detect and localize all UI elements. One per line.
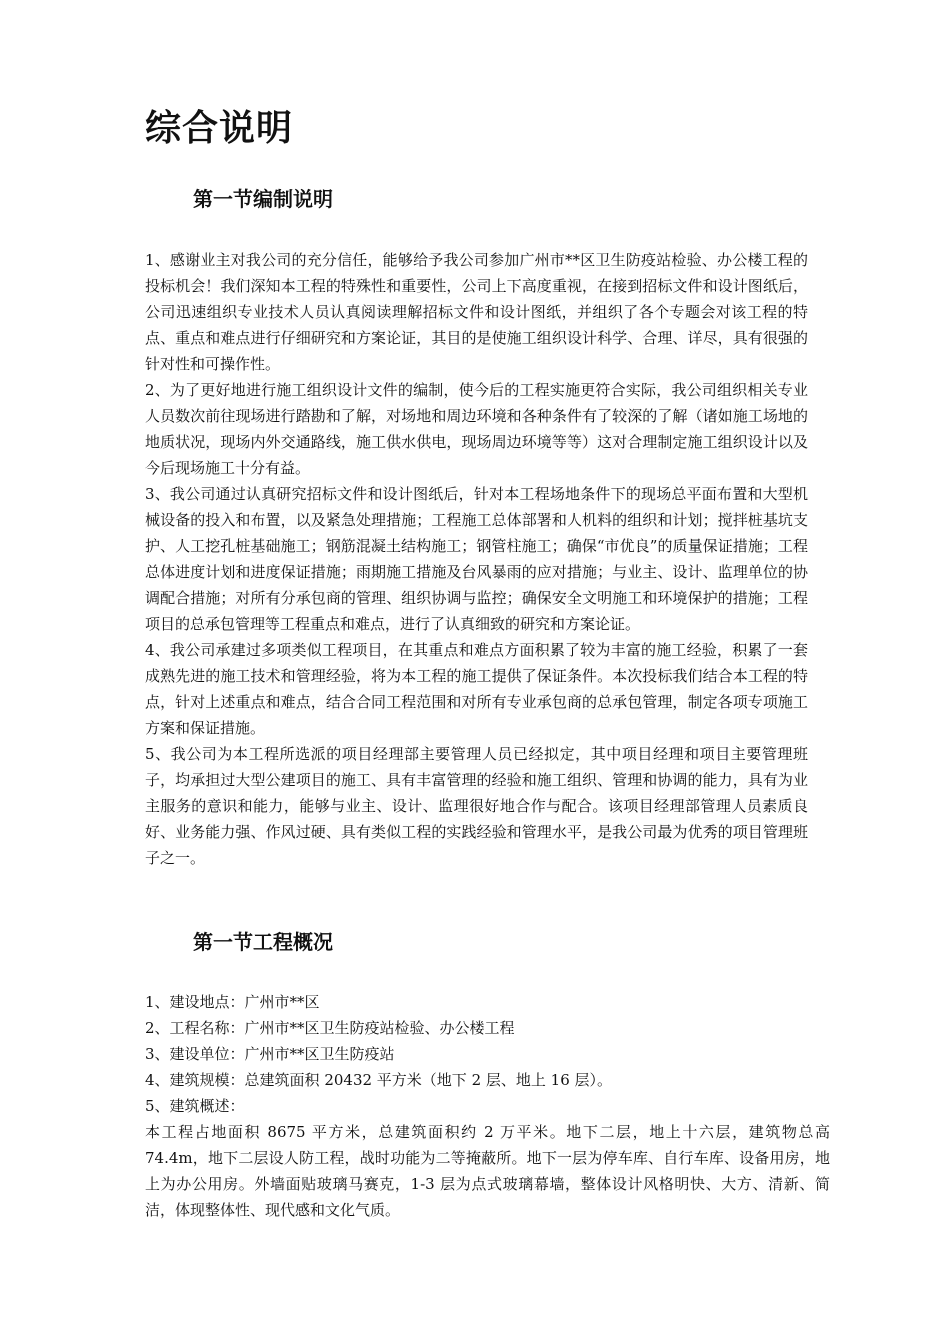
info-item-overview-label: 5、建筑概述： (145, 1097, 245, 1115)
info-item-project-name: 2、工程名称：广州市**区卫生防疫站检验、办公楼工程 (145, 1019, 515, 1037)
project-overview-body (145, 989, 830, 1223)
info-item-scale: 4、建筑规模：总建筑面积 20432 平方米（地下 2 层、地上 16 层）。 (145, 1071, 613, 1089)
compilation-notes-body (145, 247, 808, 871)
paragraph-1: 1、感谢业主对我公司的充分信任，能够给予我公司参加广州市**区卫生防疫站检验、办公楼工程的投标机会！我们深知本工程的特殊性和重要性，公司上下高度重视，在接到招标文件和设计图纸后，公司迅速组织专业技术人员认真阅读理解招标文件和设计图纸，并组织了各个专题会对该工程的特点、重点和难点进行仔细研究和方案论证，其目的是使施工组织设计科学、合理、详尽，具有很强的针对性和可操作性。 (145, 251, 808, 373)
section-heading-compilation-notes: 第一节编制说明 (193, 187, 333, 211)
paragraph-4: 4、我公司承建过多项类似工程项目，在其重点和难点方面积累了较为丰富的施工经验，积累了一套成熟先进的施工技术和管理经验，将为本工程的施工提供了保证条件。本次投标我们结合本工程的特点，针对上述重点和难点，结合合同工程范围和对所有专业承包商的总承包管理，制定各项专项施工方案和保证措施。 (145, 641, 808, 737)
document-title: 综合说明 (145, 107, 294, 149)
info-item-client: 3、建设单位：广州市**区卫生防疫站 (145, 1045, 395, 1063)
info-item-location: 1、建设地点：广州市**区 (145, 993, 320, 1011)
paragraph-3: 3、我公司通过认真研究招标文件和设计图纸后，针对本工程场地条件下的现场总平面布置和大型机械设备的投入和布置，以及紧急处理措施；工程施工总体部署和人机料的组织和计划；搅拌桩基坑支护、人工挖孔桩基础施工；钢筋混凝土结构施工；钢管柱施工；确保“市优良”的质量保证措施；工程总体进度计划和进度保证措施；雨期施工措施及台风暴雨的应对措施；与业主、设计、监理单位的协调配合措施；对所有分承包商的管理、组织协调与监控；确保安全文明施工和环境保护的措施；工程项目的总承包管理等工程重点和难点，进行了认真细致的研究和方案论证。 (145, 485, 808, 633)
project-description: 本工程占地面积 8675 平方米，总建筑面积约 2 万平米。地下二层，地上十六层，建筑物总高 74.4m，地下二层设人防工程，战时功能为二等掩蔽所。地下一层为停车库、自行车库、设备用房，地上为办公用房。外墙面贴玻璃马赛克，1-3 层为点式玻璃幕墙，整体设计风格明快、大方、清新、简洁，体现整体性、现代感和文化气质。 (145, 1123, 830, 1219)
section-heading-project-overview: 第一节工程概况 (193, 930, 333, 954)
paragraph-5: 5、我公司为本工程所选派的项目经理部主要管理人员已经拟定，其中项目经理和项目主要管理班子，均承担过大型公建项目的施工、具有丰富管理的经验和施工组织、管理和协调的能力，具有为业主服务的意识和能力，能够与业主、设计、监理很好地合作与配合。该项目经理部管理人员素质良好、业务能力强、作风过硬、具有类似工程的实践经验和管理水平，是我公司最为优秀的项目管理班子之一。 (145, 745, 808, 867)
paragraph-2: 2、为了更好地进行施工组织设计文件的编制，使今后的工程实施更符合实际，我公司组织相关专业人员数次前往现场进行踏勘和了解，对场地和周边环境和各种条件有了较深的了解（诸如施工场地的地质状况，现场内外交通路线，施工供水供电，现场周边环境等等）这对合理制定施工组织设计以及今后现场施工十分有益。 (145, 381, 808, 477)
